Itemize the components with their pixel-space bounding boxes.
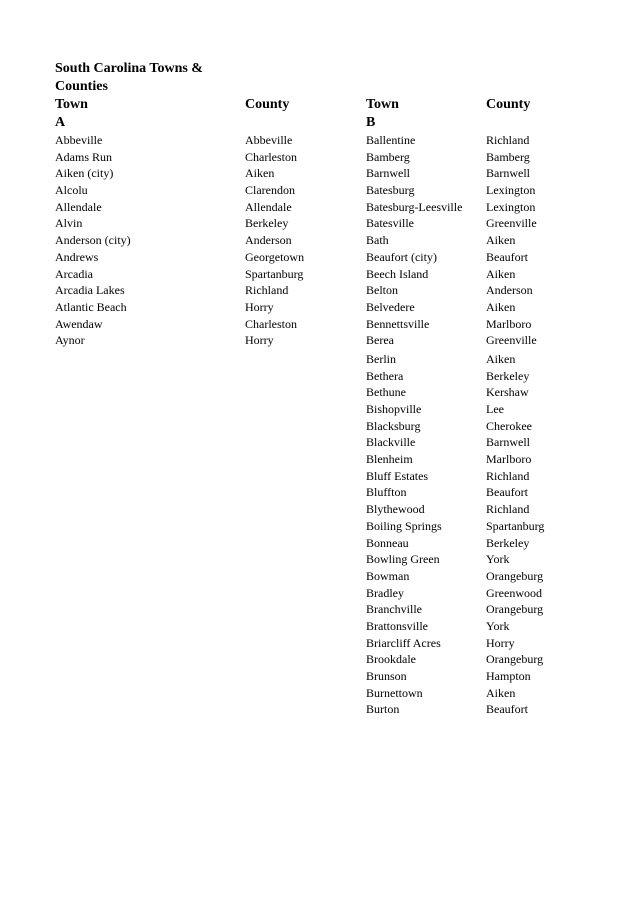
right-town-cell: Blenheim [366, 452, 413, 467]
left-town-cell: Arcadia Lakes [55, 283, 125, 298]
right-county-cell: Richland [486, 502, 530, 517]
right-county-cell: Lee [486, 402, 504, 416]
right-town-column [366, 132, 462, 718]
right-county-cell: Aiken [486, 233, 516, 248]
right-county-cell: Hampton [486, 669, 531, 683]
right-town-cell: Bennettsville [366, 316, 430, 331]
right-county-cell: Orangeburg [486, 652, 544, 667]
right-county-cell: Barnwell [486, 435, 530, 450]
left-town-cell: Adams Run [55, 149, 112, 164]
left-county-cell: Abbeville [245, 133, 293, 147]
right-town-cell: Bowling Green [366, 552, 440, 567]
left-county-cell: Richland [245, 283, 289, 298]
left-town-cell: Aiken (city) [55, 166, 114, 181]
right-town-cell: Bradley [366, 585, 404, 600]
left-county-cell: Aiken [245, 166, 275, 181]
right-county-cell: Anderson [486, 283, 533, 298]
right-town-cell: Brookdale [366, 652, 416, 667]
right-town-cell: Bluffton [366, 485, 407, 500]
left-letter-header: A [55, 115, 66, 130]
right-county-cell: Marlboro [486, 452, 532, 467]
right-town-cell: Barnwell [366, 166, 410, 181]
left-town-cell: Anderson (city) [55, 233, 131, 248]
left-county-cell: Spartanburg [245, 266, 304, 281]
right-county-cell: Aiken [486, 266, 516, 281]
left-town-cell: Allendale [55, 199, 102, 214]
right-county-cell: York [486, 552, 510, 567]
left-county-cell: Allendale [245, 199, 292, 214]
right-county-cell: Orangeburg [486, 602, 544, 617]
right-county-cell: Barnwell [486, 166, 530, 181]
right-county-cell: Marlboro [486, 316, 532, 331]
right-town-cell: Batesburg [366, 183, 415, 198]
right-town-cell: Batesburg-Leesville [366, 199, 463, 214]
right-town-cell: Bonneau [366, 535, 409, 550]
right-county-cell: Berkeley [486, 535, 530, 550]
right-town-cell: Bishopville [366, 402, 422, 416]
right-county-cell: Cherokee [486, 418, 532, 433]
right-county-cell: Greenville [486, 216, 537, 231]
left-town-cell: Atlantic Beach [55, 299, 127, 314]
right-town-cell: Beech Island [366, 266, 429, 281]
right-town-header: Town [366, 97, 399, 112]
left-town-column [55, 132, 131, 349]
left-county-cell: Anderson [245, 233, 292, 248]
left-county-cell: Charleston [245, 149, 297, 164]
right-county-header: County [486, 97, 531, 112]
right-town-cell: Brunson [366, 669, 407, 683]
right-county-cell: Beaufort [486, 702, 528, 717]
right-town-cell: Branchville [366, 602, 422, 617]
right-county-cell: Kershaw [486, 385, 529, 400]
right-town-cell: Bowman [366, 568, 410, 583]
right-town-cell: Belvedere [366, 299, 415, 314]
left-county-cell: Clarendon [245, 183, 295, 198]
left-town-cell: Arcadia [55, 266, 93, 281]
left-town-cell: Abbeville [55, 133, 103, 147]
right-county-column [486, 132, 544, 718]
right-county-cell: Orangeburg [486, 568, 544, 583]
right-town-cell: Bath [366, 233, 389, 248]
left-county-cell: Berkeley [245, 216, 289, 231]
left-town-cell: Aynor [55, 333, 85, 348]
left-county-cell: Horry [245, 299, 274, 314]
left-county-cell: Horry [245, 333, 274, 348]
right-county-cell: Lexington [486, 183, 536, 198]
left-town-cell: Awendaw [55, 316, 103, 331]
right-town-cell: Boiling Springs [366, 518, 442, 533]
right-town-cell: Burton [366, 702, 400, 717]
right-town-cell: Belton [366, 283, 398, 298]
right-county-cell: Greenwood [486, 585, 542, 600]
left-town-header: Town [55, 97, 88, 112]
left-town-cell: Alcolu [55, 183, 88, 198]
right-county-cell: Horry [486, 635, 515, 650]
right-county-cell: Aiken [486, 299, 516, 314]
right-town-cell: Ballentine [366, 133, 416, 147]
right-town-cell: Blacksburg [366, 418, 421, 433]
left-town-cell: Andrews [55, 249, 99, 264]
right-county-cell: Aiken [486, 351, 516, 366]
right-county-cell: Aiken [486, 685, 516, 700]
right-town-cell: Berea [366, 333, 394, 348]
left-county-column [245, 132, 304, 349]
right-county-cell: Richland [486, 468, 530, 483]
right-county-cell: Lexington [486, 199, 536, 214]
right-town-cell: Bamberg [366, 149, 410, 164]
right-county-cell: Berkeley [486, 368, 530, 383]
right-letter-header: B [366, 115, 376, 130]
right-county-cell: Bamberg [486, 149, 530, 164]
right-town-cell: Blythewood [366, 502, 425, 517]
right-town-cell: Bethera [366, 368, 404, 383]
right-town-cell: Berlin [366, 351, 396, 366]
right-town-cell: Bethune [366, 385, 406, 400]
right-county-cell: Spartanburg [486, 518, 545, 533]
left-county-header: County [245, 97, 290, 112]
right-county-cell: Beaufort [486, 249, 528, 264]
left-town-cell: Alvin [55, 216, 83, 231]
right-town-cell: Brattonsville [366, 618, 428, 633]
right-county-cell: York [486, 618, 510, 633]
right-town-cell: Burnettown [366, 685, 423, 700]
right-town-cell: Batesville [366, 216, 414, 231]
right-county-cell: Richland [486, 133, 530, 147]
right-county-cell: Greenville [486, 333, 537, 348]
left-county-cell: Charleston [245, 316, 297, 331]
right-town-cell: Blackville [366, 435, 416, 450]
right-town-cell: Briarcliff Acres [366, 635, 441, 650]
right-town-cell: Beaufort (city) [366, 249, 437, 264]
left-county-cell: Georgetown [245, 249, 305, 264]
right-town-cell: Bluff Estates [366, 468, 429, 483]
page-title: South Carolina Towns & Counties [55, 61, 203, 94]
right-county-cell: Beaufort [486, 485, 528, 500]
